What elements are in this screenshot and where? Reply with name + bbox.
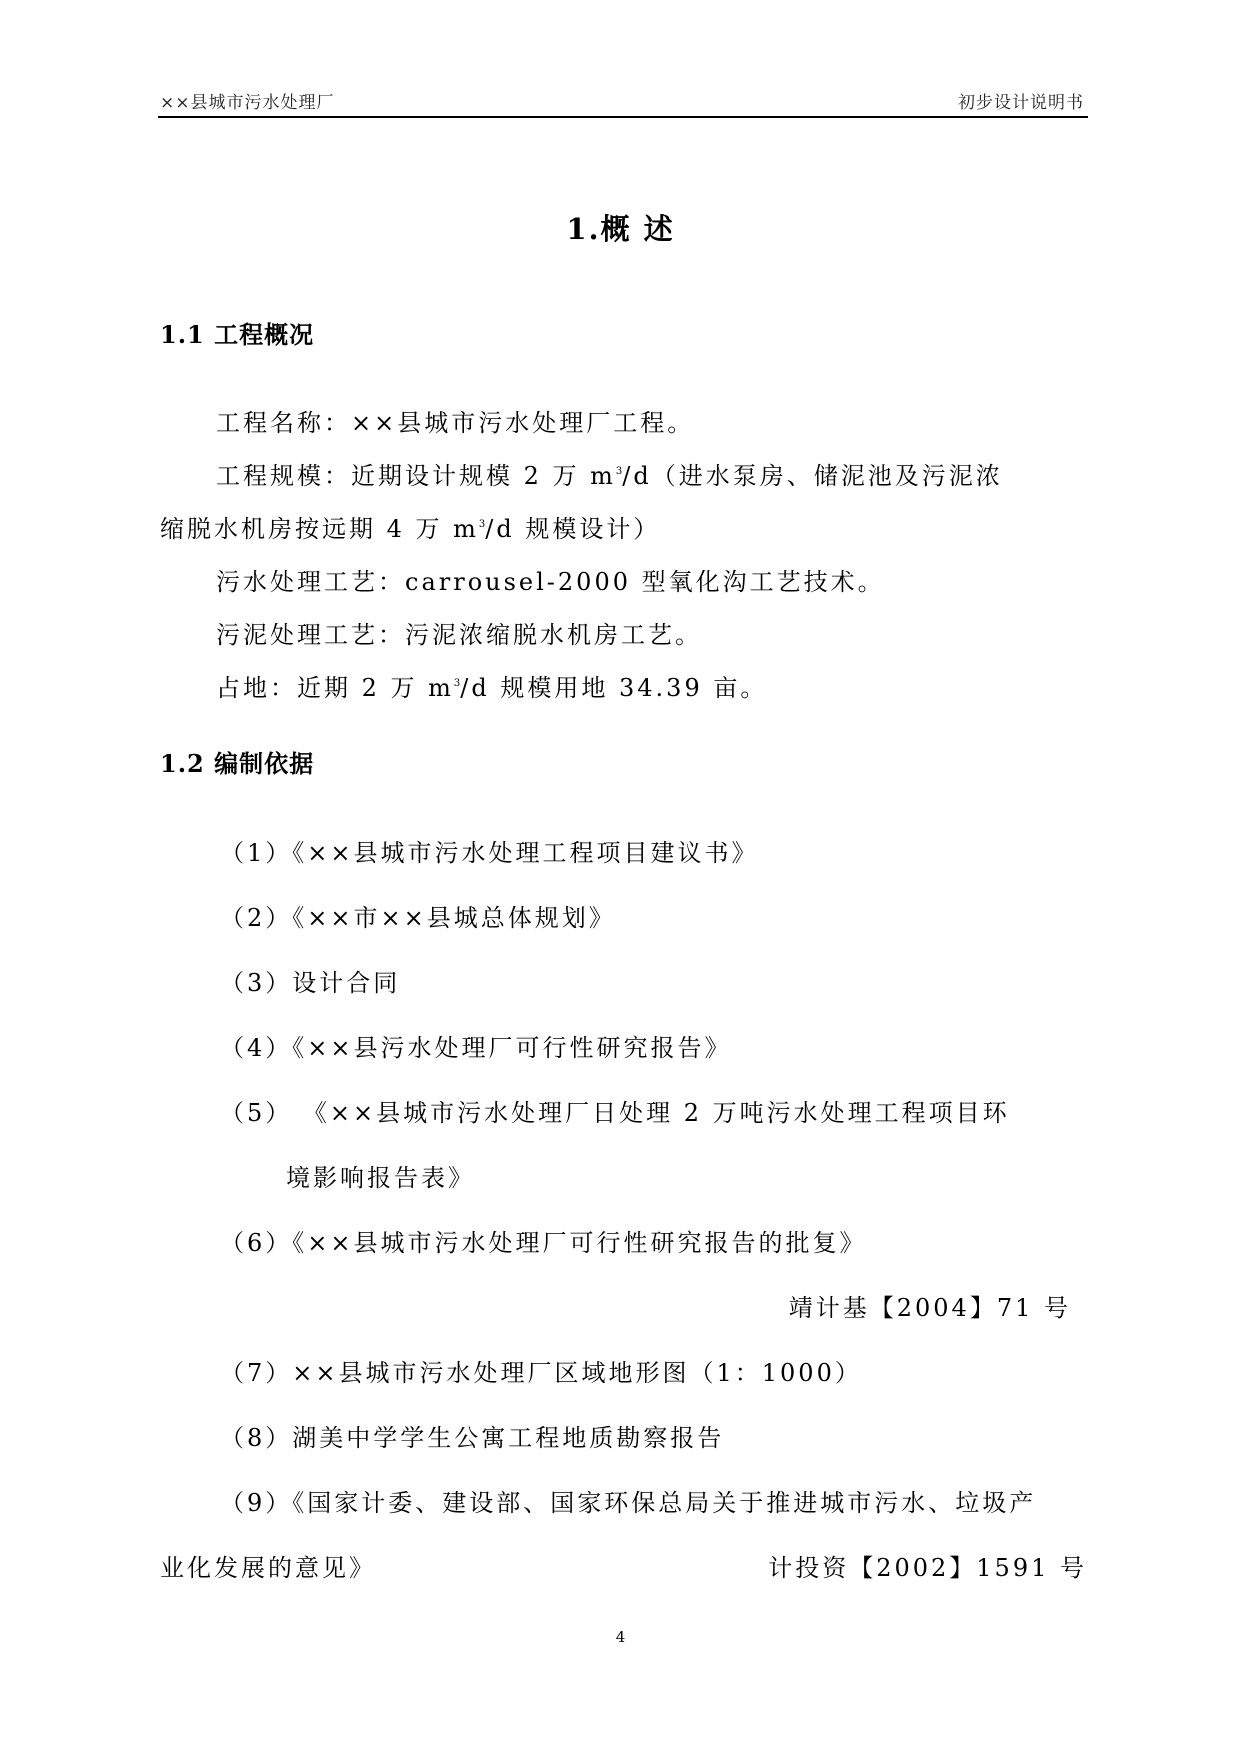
- land-area-text-a: 占地：近期 2 万 m: [216, 674, 454, 702]
- project-scale-text-b: /d（进水泵房、储泥池及污泥浓: [622, 462, 1003, 490]
- header-document-owner: ××县城市污水处理厂: [160, 93, 335, 113]
- cubic-superscript: 3: [478, 519, 486, 530]
- reference-item-5-line-2: 境影响报告表》: [286, 1164, 475, 1192]
- header-document-type: 初步设计说明书: [958, 93, 1084, 113]
- reference-item-9-line-2: 业化发展的意见》: [160, 1554, 376, 1582]
- land-area-line: [216, 668, 767, 703]
- project-name-line: 工程名称：××县城市污水处理厂工程。: [216, 409, 695, 437]
- reference-item-8: （8）湖美中学学生公寓工程地质勘察报告: [220, 1424, 725, 1452]
- reference-item-3: （3）设计合同: [220, 969, 401, 997]
- reference-item-1: （1）《××县城市污水处理工程项目建议书》: [220, 839, 759, 867]
- project-scale-text-c: 缩脱水机房按远期 4 万 m: [160, 515, 479, 543]
- reference-item-6: （6）《××县城市污水处理厂可行性研究报告的批复》: [220, 1229, 867, 1257]
- project-scale-text-d: /d 规模设计）: [485, 515, 661, 543]
- project-scale-line-1: [216, 456, 1003, 491]
- reference-item-6-document-number: 靖计基【2004】71 号: [788, 1294, 1071, 1322]
- cubic-superscript: 3: [615, 466, 623, 477]
- page-header: [158, 88, 1088, 118]
- reference-item-5-line-1: （5） 《××县城市污水处理厂日处理 2 万吨污水处理工程项目环: [220, 1099, 1010, 1127]
- sewage-process-line: 污水处理工艺：carrousel-2000 型氧化沟工艺技术。: [216, 568, 885, 596]
- reference-item-9-line-1: （9）《国家计委、建设部、国家环保总局关于推进城市污水、垃圾产: [220, 1489, 1037, 1517]
- cubic-superscript: 3: [453, 678, 461, 689]
- reference-item-9-document-number: 计投资【2002】1591 号: [768, 1554, 1087, 1582]
- page-number: 4: [615, 1628, 626, 1646]
- project-scale-text-a: 工程规模：近期设计规模 2 万 m: [216, 462, 616, 490]
- sludge-process-line: 污泥处理工艺：污泥浓缩脱水机房工艺。: [216, 621, 702, 649]
- section-heading-compilation-basis: 1.2 编制依据: [160, 749, 315, 778]
- project-scale-line-2: [160, 509, 660, 544]
- section-heading-project-overview: 1.1 工程概况: [160, 320, 315, 349]
- reference-item-2: （2）《××市××县城总体规划》: [220, 904, 616, 932]
- land-area-text-b: /d 规模用地 34.39 亩。: [460, 674, 768, 702]
- reference-item-4: （4）《××县污水处理厂可行性研究报告》: [220, 1034, 732, 1062]
- reference-item-7: （7）××县城市污水处理厂区域地形图（1：1000）: [220, 1359, 862, 1387]
- chapter-title: 1.概 述: [566, 212, 675, 246]
